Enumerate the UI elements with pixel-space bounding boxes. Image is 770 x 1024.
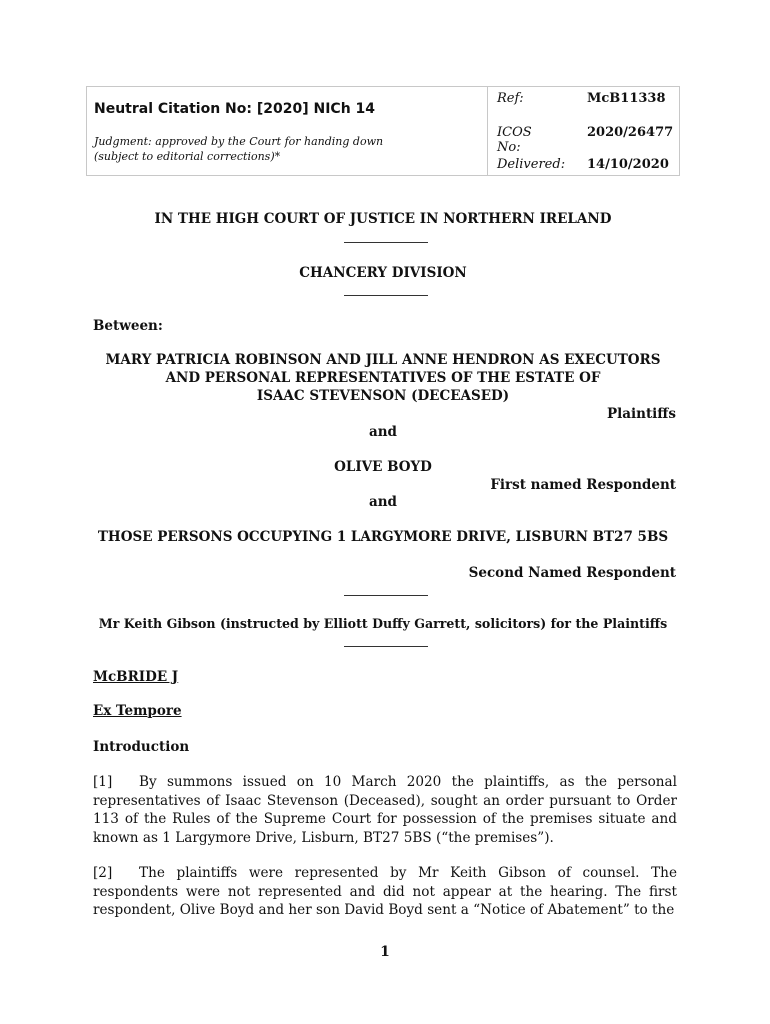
plaintiffs-label: Plaintiffs xyxy=(606,406,676,422)
judge-name: McBRIDE J xyxy=(93,669,179,685)
citation-box xyxy=(86,86,680,176)
counsel-line: Mr Keith Gibson (instructed by Elliott Duffy Garrett, solicitors) for the Plaintiffs xyxy=(98,616,668,631)
division-title: CHANCERY DIVISION xyxy=(299,265,467,281)
second-respondent-name: THOSE PERSONS OCCUPYING 1 LARGYMORE DRIVE, LISBURN BT27 5BS xyxy=(97,529,669,545)
icos-label: ICOS No: xyxy=(497,125,532,155)
paragraph-number: [1] xyxy=(93,774,113,790)
ex-tempore-heading: Ex Tempore xyxy=(93,703,182,719)
first-respondent-name: OLIVE BOYD xyxy=(334,459,432,475)
citation-left-cell xyxy=(87,87,488,175)
plaintiff-line-2: AND PERSONAL REPRESENTATIVES OF THE ESTATE OF xyxy=(165,370,601,386)
divider-rule xyxy=(344,646,428,647)
between-label: Between: xyxy=(93,318,163,334)
ref-value: McB11338 xyxy=(587,91,666,106)
divider-rule xyxy=(344,242,428,243)
ref-label: Ref: xyxy=(497,91,524,106)
and-separator: and xyxy=(368,424,397,440)
paragraph-text: By summons issued on 10 March 2020 the plaintiffs, as the personal representatives of Isaac Stevenson (Deceased), sought an order pursuant to Order 113 of the Rules of the Supreme Court for possession of the premises situate and known as 1 Largymore Drive, Lisburn, BT27 5BS (“the premises”). xyxy=(93,774,677,846)
court-title: IN THE HIGH COURT OF JUSTICE IN NORTHERN IRELAND xyxy=(154,211,612,227)
delivered-value: 14/10/2020 xyxy=(587,157,669,172)
first-respondent-label: First named Respondent xyxy=(490,477,676,493)
plaintiff-line-3: ISAAC STEVENSON (DECEASED) xyxy=(256,388,510,404)
divider-rule xyxy=(344,295,428,296)
judgment-status-line-2: (subject to editorial corrections)* xyxy=(94,150,281,163)
paragraph-number: [2] xyxy=(93,865,113,881)
delivered-label: Delivered: xyxy=(497,157,566,172)
divider-rule xyxy=(344,595,428,596)
introduction-heading: Introduction xyxy=(93,739,190,755)
icos-value: 2020/26477 xyxy=(587,125,674,140)
judgment-status xyxy=(94,134,484,164)
second-respondent-label: Second Named Respondent xyxy=(468,565,676,581)
paragraph-2 xyxy=(93,864,677,920)
plaintiff-line-1: MARY PATRICIA ROBINSON AND JILL ANNE HENDRON AS EXECUTORS xyxy=(105,352,661,368)
page-number: 1 xyxy=(380,944,390,960)
neutral-citation: Neutral Citation No: [2020] NICh 14 xyxy=(94,101,376,117)
paragraph-text: The plaintiffs were represented by Mr Keith Gibson of counsel. The respondents were not represented and did not appear at the hearing. The first respondent, Olive Boyd and her son David Boyd sent a “Notice of Abatement” to the xyxy=(93,865,677,918)
and-separator: and xyxy=(368,494,397,510)
judgment-status-line-1: Judgment: approved by the Court for handing down xyxy=(94,135,384,148)
paragraph-1 xyxy=(93,773,677,847)
